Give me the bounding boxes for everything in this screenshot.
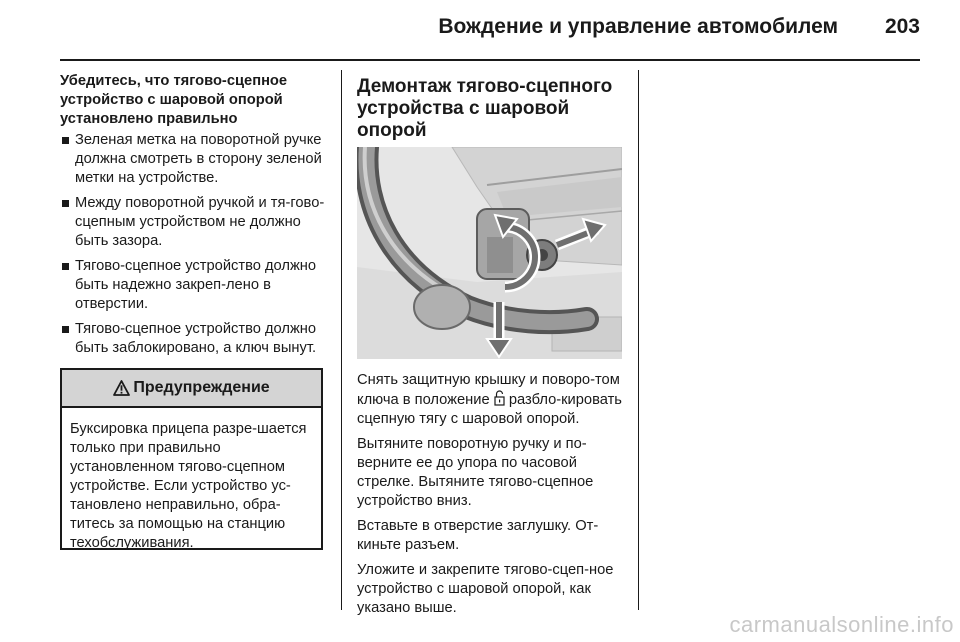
warning-triangle-icon — [113, 380, 130, 396]
bullet-text: Зеленая метка на поворотной ручке должна смотреть в сторону зеленой метки на устройстве. — [75, 132, 322, 186]
bullet-item — [60, 320, 328, 358]
warning-box — [60, 368, 323, 550]
instruction-paragraph-2: Вытяните поворотную ручку и по-верните ее до упора по часовой стрелке. Вытяните тягово-сцепное устройство вниз. — [357, 436, 594, 509]
section-title: Демонтаж тягово-сцепного устройства с шаровой опорой — [357, 76, 613, 141]
bullet-square-icon — [62, 326, 69, 333]
tow-bar-drawing — [357, 147, 622, 359]
page-number: 203 — [884, 15, 920, 38]
right-column — [357, 72, 625, 624]
column-divider-2 — [638, 70, 639, 610]
bullet-item — [60, 131, 328, 188]
column-divider-1 — [341, 70, 342, 610]
tow-bar-removal-illustration — [357, 147, 622, 359]
check-instruction-heading: Убедитесь, что тягово-сцепное устройство с шаровой опорой установлено правильно — [60, 73, 288, 127]
instruction-paragraph-1 — [357, 371, 625, 429]
instruction-text: разбло-кировать сцепную тягу с шаровой опорой. — [357, 392, 622, 427]
page-header-title: Вождение и управление автомобилем — [438, 15, 838, 38]
header-divider — [60, 59, 920, 61]
instruction-paragraph-3: Вставьте в отверстие заглушку. От-киньте разъем. — [357, 518, 599, 553]
bullet-text: Между поворотной ручкой и тя-гово-сцепным устройством не должно быть зазора. — [75, 195, 325, 249]
warning-header — [62, 370, 321, 408]
bullet-square-icon — [62, 200, 69, 207]
bullet-text: Тягово-сцепное устройство должно быть заблокировано, а ключ вынут. — [75, 321, 317, 356]
instruction-text: Снять защитную крышку и поворо-том ключа в положение — [357, 372, 620, 408]
warning-text: Буксировка прицепа разре-шается только при правильно установленном тягово-сцепном устройстве. Если устройство ус-тановлено неправильно, обра-титесь за помощью на станцию техобслуживания. — [70, 421, 307, 551]
bullet-item — [60, 257, 328, 314]
bullet-square-icon — [62, 263, 69, 270]
unlock-icon — [494, 390, 505, 406]
bullet-item — [60, 194, 328, 251]
warning-title: Предупреждение — [133, 379, 270, 396]
watermark: carmanualsonline.info — [729, 612, 954, 637]
instruction-paragraph-4: Уложите и закрепите тягово-сцеп-ное устройство с шаровой опорой, как указано выше. — [357, 562, 614, 616]
bullet-text: Тягово-сцепное устройство должно быть надежно закреп-лено в отверстии. — [75, 258, 317, 312]
bullet-square-icon — [62, 137, 69, 144]
left-column — [60, 72, 328, 364]
